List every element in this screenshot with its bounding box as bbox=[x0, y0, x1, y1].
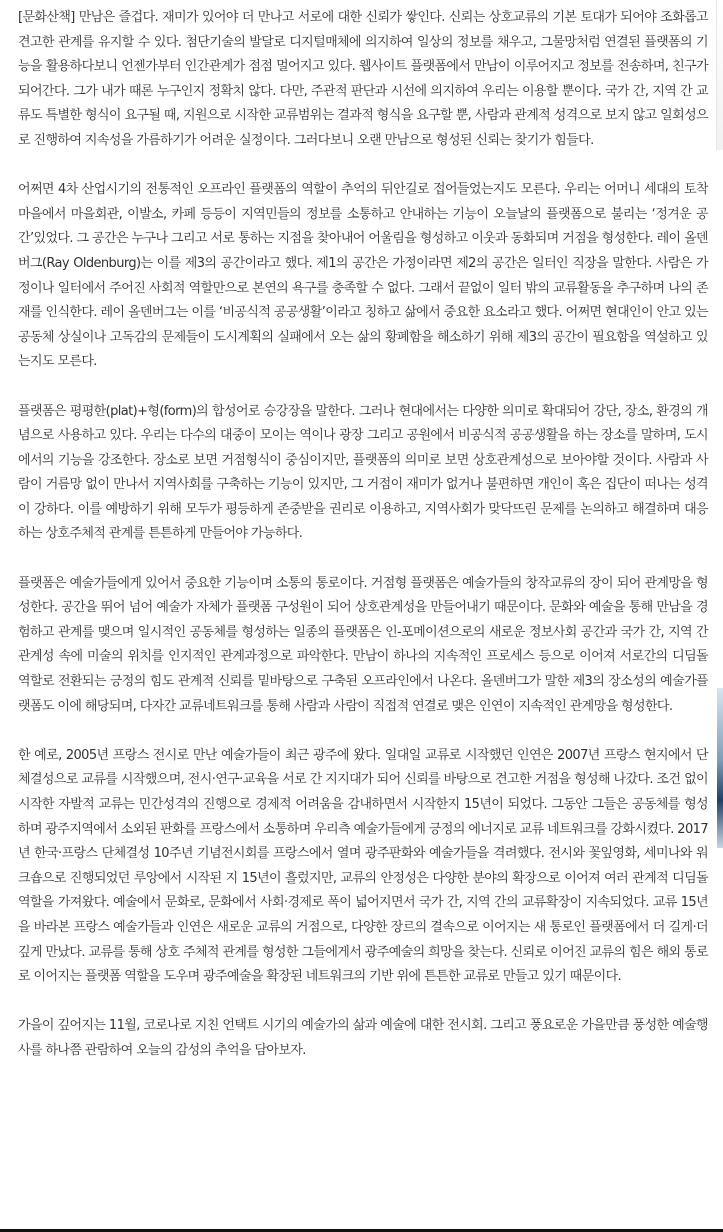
article-body bbox=[18, 6, 708, 1088]
article-paragraph: 가을이 깊어지는 11월, 코로나로 지친 언택트 시기의 예술가의 삶과 예술에 대한 전시회. 그리고 풍요로운 가을만큼 풍성한 예술행사를 하나쯤 관람하여 오늘의 감성의 추억을 담아보자. bbox=[18, 1018, 708, 1058]
article-paragraph: [문화산책] 만남은 즐겁다. 재미가 있어야 더 만나고 서로에 대한 신뢰가 쌓인다. 신뢰는 상호교류의 기본 토대가 되어야 조화롭고 견고한 관계를 유지할 수 있다. 첨단기술의 발달로 디지털매체에 의지하여 일상의 정보를 채우고, 그물망처럼 연결된 플랫폼의 기능을 활용하다보니 언젠가부터 인간관계가 점점 멀어지고 있다. 웹사이트 플랫폼에서 만남이 이루어지고 정보를 전송하며, 친구가 되어간다. 그가 내가 때론 누구인지 정확치 않다. 다만, 주관적 판단과 시선에 의지하여 우리는 이용할 뿐이다. 국가 간, 지역 간 교류도 특별한 형식이 요구될 때, 지원으로 시작한 교류범위는 결과적 형식을 요구할 뿐, 사람과 관계적 성격으로 보지 않고 일회성으로 진행하여 지속성을 가름하기가 어려운 실정이다. 그러다보니 오랜 만남으로 형성된 신뢰는 찾기가 힘들다. bbox=[18, 10, 708, 148]
sidebar-edge bbox=[716, 0, 723, 150]
article-paragraph: 한 예로, 2005년 프랑스 전시로 만난 예술가들이 최근 광주에 왔다. 일대일 교류로 시작했던 인연은 2007년 프랑스 현지에서 단체결성으로 교류를 시작했으며, 전시·연구·교육을 서로 간 지지대가 되어 신뢰를 바탕으로 견고한 거점을 형성해 나갔다. 조건 없이 시작한 자발적 교류는 민간성격의 진행으로 경제적 어려움을 감내하면서 시작한지 15년이 되었다. 그동안 그들은 공동체를 형성하며 광주지역에서 소외된 판화를 프랑스에서 소통하며 우리측 예술가들에게 긍정의 에너지로 교류 네트워크를 강화시켰다. 2017년 한국·프랑스 단체결성 10주년 기념전시회를 프랑스에서 열며 광주판화와 예술가들을 격려했다. 전시와 꽃잎영화, 세미나와 워크숍으로 진행되었던 루앙에서 시작된 지 15년이 흘렀지만, 교류의 안정성은 다양한 분야의 확장으로 이어져 여러 관계적 디딤돌 역할을 가져왔다. 예술에서 문화로, 문화에서 사회·경제로 폭이 넓어지면서 국가 간, 지역 간의 교류확장이 지속되었다. 교류 15년을 바라본 프랑스 예술가들과 인연은 새로운 교류의 거점으로, 다양한 장르의 결속으로 이어지는 새 통로인 플랫폼에서 더 길게·더 깊게 만났다. 교류를 통해 상호 주체적 관계를 형성한 그들에게서 광주예술의 희망을 찾는다. 신뢰로 이어진 교류의 힘은 해외 통로로 이어지는 플랫폼 역할을 도우며 광주예술을 확장된 네트워크의 기반 위에 튼튼한 교류로 만들고 있기 때문이다. bbox=[18, 747, 708, 985]
article-paragraph: 어쩌면 4차 산업시기의 전통적인 오프라인 플랫폼의 역할이 추억의 뒤안길로 접어들었는지도 모른다. 우리는 어머니 세대의 토착마을에서 마을회관, 이발소, 카페 등등이 지역민들의 정보를 소통하고 안내하는 기능이 오늘날의 플랫폼으로 불리는 ‘정겨운 공간’있었다. 그 공간은 누구나 그리고 서로 통하는 지점을 찾아내어 어울림을 형성하고 이웃과 동화되며 거점을 형성한다. 레이 올덴버그(Ray Oldenburg)는 이를 제3의 공간이라고 했다. 제1의 공간은 가정이라면 제2의 공간은 일터인 직장을 말한다. 사람은 가정이나 일터에서 주어진 사회적 역할만으로 본연의 욕구를 충족할 수 없다. 그래서 끝없이 일터 밖의 교류활동을 추구하며 나의 존재를 인식한다. 레이 올덴버그는 이를 ‘비공식적 공공생활’이라고 칭하고 삶에서 중요한 요소라고 했다. 어쩌면 현대인이 안고 있는 공동체 상실이나 고독감의 문제들이 도시계획의 실패에서 오는 삶의 황폐함을 해소하기 위해 제3의 공간이 필요함을 역설하고 있는지도 모른다. bbox=[18, 182, 708, 370]
article-paragraph: 플랫폼은 평평한(plat)+형(form)의 합성어로 승강장을 말한다. 그러나 현대에서는 다양한 의미로 확대되어 강단, 장소, 환경의 개념으로 사용하고 있다. 우리는 다수의 대중이 모이는 역이나 광장 그리고 공원에서 비공식적 공공생활을 하는 장소를 말하며, 도시에서의 기능을 강조한다. 장소로 보면 거점형식이 중심이지만, 플랫폼의 의미로 보면 상호관계성으로 보아야할 것이다. 사람과 사람이 거름망 없이 만나서 지역사회를 구축하는 기능이 있지만, 그 거점이 재미가 없거나 불편하면 개인이 혹은 집단이 떠나는 성격이 강하다. 이를 예방하기 위해 모두가 평등하게 존중받을 권리로 이용하고, 지역사회가 맞닥뜨린 문제를 논의하고 해결하며 대응하는 상호주체적 관계를 튼튼하게 만들어야 가능하다. bbox=[18, 403, 708, 542]
side-thumbnail-image bbox=[717, 688, 723, 848]
article-paragraph: 플랫폼은 예술가들에게 있어서 중요한 기능이며 소통의 통로이다. 거점형 플랫폼은 예술가들의 창작교류의 장이 되어 관계망을 형성한다. 공간을 뛰어 넘어 예술가 자체가 플랫폼 구성원이 되어 상호관계성을 만들어내기 때문이다. 문화와 예술을 통해 만남을 경험하고 관계를 맺으며 일시적인 공동체를 형성하는 일종의 플랫폼은 인-포메이션으로의 새로운 정보사회 공간과 국가 간, 지역 간 관계성 속에 미술의 위치를 인지적인 관계과정으로 파악한다. 만남이 하나의 지속적인 프로세스 등으로 이어져 서로간의 디딤돌 역할로 전환되는 긍정의 힘도 관계적 신뢰를 밑바탕으로 구축된 오프라인에서 나온다. 올덴버그가 말한 제3의 장소성의 예술가플랫폼도 이에 해당되며, 다자간 교류네트워크를 통해 사람과 사람이 직접적 연결로 맺은 인연이 지속적인 관계망을 형성한다. bbox=[18, 575, 708, 714]
